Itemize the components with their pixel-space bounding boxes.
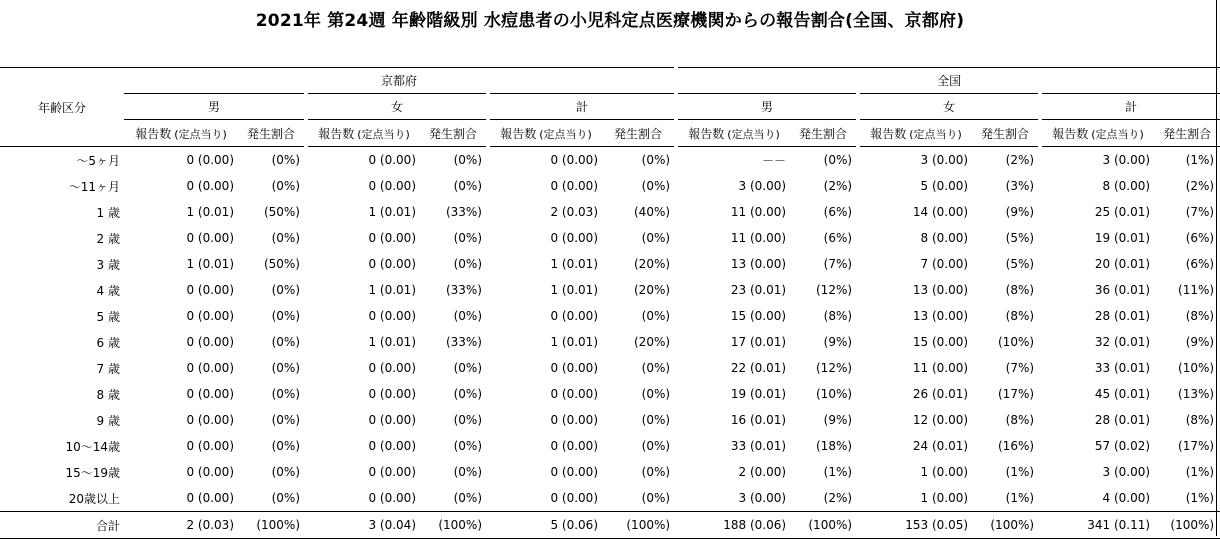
sex-header-kyoto-total: 計 xyxy=(488,94,676,120)
count-cell: 3 (0.04) xyxy=(306,512,420,539)
count-cell: 0 (0.00) xyxy=(368,465,416,479)
count-header xyxy=(676,120,790,147)
age-cell: 15～19歳 xyxy=(65,465,120,480)
count-cell: 0 (0.00) xyxy=(368,413,416,427)
count-cell: 45 (0.01) xyxy=(1094,387,1151,401)
sex-header-zenkoku-male: 男 xyxy=(676,94,858,120)
ratio-cell: (0%) xyxy=(271,413,300,427)
count-cell: 2 (0.03) xyxy=(124,512,238,539)
ratio-cell: (6%) xyxy=(823,231,853,245)
sex-header-kyoto-female: 女 xyxy=(306,94,488,120)
ratio-cell: (100%) xyxy=(238,512,306,539)
count-cell: 0 (0.00) xyxy=(368,179,416,193)
count-cell: 4 (0.00) xyxy=(1102,491,1151,505)
page-title: 2021年 第24週 年齢階級別 水痘患者の小児科定点医療機関からの報告割合(全国、京都府) xyxy=(255,11,965,31)
report-table xyxy=(0,67,1220,539)
count-cell: 28 (0.01) xyxy=(1094,309,1151,323)
count-header xyxy=(1040,120,1154,147)
ratio-cell: (2%) xyxy=(823,491,853,505)
age-header: 年齢区分 xyxy=(0,68,124,147)
ratio-cell: (0%) xyxy=(271,439,300,453)
ratio-cell: (9%) xyxy=(1005,205,1035,219)
ratio-cell: (0%) xyxy=(641,153,671,167)
count-label: 報告数 xyxy=(688,126,725,141)
table-row xyxy=(0,303,1220,329)
count-label: 報告数 xyxy=(135,126,172,141)
count-cell: 0 (0.00) xyxy=(550,439,598,453)
count-cell: 17 (0.01) xyxy=(730,335,787,349)
count-cell: 1 (0.01) xyxy=(368,205,416,219)
count-cell: 15 (0.00) xyxy=(730,309,787,323)
ratio-cell: (12%) xyxy=(816,361,853,375)
count-cell: 0 (0.00) xyxy=(186,153,234,167)
count-cell: 1 (0.01) xyxy=(550,257,598,271)
ratio-cell: (20%) xyxy=(634,283,671,297)
count-cell: 0 (0.00) xyxy=(368,439,416,453)
count-cell: 5 (0.06) xyxy=(488,512,602,539)
ratio-cell: (20%) xyxy=(634,257,671,271)
ratio-cell: (20%) xyxy=(634,335,671,349)
ratio-cell: (100%) xyxy=(1154,512,1220,539)
count-header xyxy=(306,120,420,147)
ratio-cell: (13%) xyxy=(1178,387,1215,401)
per-site-label: (定点当り) xyxy=(174,127,227,141)
count-cell: 2 (0.03) xyxy=(550,205,598,219)
ratio-cell: (0%) xyxy=(641,387,671,401)
age-cell: 6 歳 xyxy=(96,335,120,350)
ratio-cell: (16%) xyxy=(998,439,1035,453)
ratio-cell: (0%) xyxy=(453,439,482,453)
ratio-cell: (6%) xyxy=(1185,231,1215,245)
count-cell: 1 (0.01) xyxy=(550,335,598,349)
count-cell: 57 (0.02) xyxy=(1094,439,1151,453)
ratio-cell: (8%) xyxy=(1185,413,1215,427)
ratio-cell: (1%) xyxy=(1005,491,1035,505)
age-cell: 8 歳 xyxy=(96,387,120,402)
ratio-cell: (40%) xyxy=(634,205,671,219)
ratio-cell: (1%) xyxy=(1185,153,1215,167)
count-cell: 1 (0.01) xyxy=(550,283,598,297)
count-cell: 1 (0.00) xyxy=(920,491,969,505)
ratio-cell: (7%) xyxy=(1005,361,1035,375)
ratio-header: 発生割合 xyxy=(790,120,858,147)
count-cell: 0 (0.00) xyxy=(550,153,598,167)
ratio-cell: (1%) xyxy=(1185,465,1215,479)
count-cell: 25 (0.01) xyxy=(1094,205,1151,219)
table-row xyxy=(0,433,1220,459)
ratio-cell: (7%) xyxy=(823,257,853,271)
ratio-cell: (1%) xyxy=(823,465,853,479)
count-label: 報告数 xyxy=(1052,126,1089,141)
ratio-cell: (0%) xyxy=(641,413,671,427)
ratio-cell: (5%) xyxy=(1005,231,1035,245)
ratio-cell: (12%) xyxy=(816,283,853,297)
per-site-label: (定点当り) xyxy=(539,127,592,141)
sex-header-zenkoku-female: 女 xyxy=(858,94,1040,120)
ratio-cell: (0%) xyxy=(271,231,300,245)
count-cell: 0 (0.00) xyxy=(186,387,234,401)
ratio-cell: (7%) xyxy=(1185,205,1215,219)
count-cell: 5 (0.00) xyxy=(920,179,969,193)
count-cell: 11 (0.00) xyxy=(730,205,787,219)
ratio-cell: (33%) xyxy=(445,205,482,219)
count-cell: 0 (0.00) xyxy=(186,439,234,453)
count-cell: 19 (0.01) xyxy=(730,387,787,401)
ratio-cell: (0%) xyxy=(271,283,300,297)
count-cell: 3 (0.00) xyxy=(1102,465,1151,479)
count-cell: 3 (0.00) xyxy=(738,179,787,193)
age-cell: 20歳以上 xyxy=(68,491,120,506)
ratio-cell: (0%) xyxy=(271,387,300,401)
ratio-cell: (3%) xyxy=(1005,179,1035,193)
table-row xyxy=(0,277,1220,303)
ratio-cell: (33%) xyxy=(445,335,482,349)
count-cell: 1 (0.01) xyxy=(186,257,234,271)
table-row xyxy=(0,407,1220,433)
total-row xyxy=(0,512,1220,539)
ratio-cell: (100%) xyxy=(790,512,858,539)
table-row xyxy=(0,381,1220,407)
sex-header-kyoto-male: 男 xyxy=(124,94,306,120)
ratio-cell: (11%) xyxy=(1178,283,1215,297)
count-cell: 13 (0.00) xyxy=(730,257,787,271)
age-cell: 9 歳 xyxy=(96,413,120,428)
count-cell: 3 (0.00) xyxy=(738,491,787,505)
count-label: 報告数 xyxy=(500,126,537,141)
count-cell: －－ xyxy=(762,153,787,168)
table-row xyxy=(0,459,1220,485)
count-header xyxy=(488,120,602,147)
table-row xyxy=(0,251,1220,277)
ratio-cell: (0%) xyxy=(271,491,300,505)
count-cell: 0 (0.00) xyxy=(368,153,416,167)
ratio-cell: (9%) xyxy=(1185,335,1215,349)
count-cell: 341 (0.11) xyxy=(1040,512,1154,539)
count-cell: 1 (0.01) xyxy=(368,283,416,297)
count-cell: 11 (0.00) xyxy=(730,231,787,245)
count-cell: 1 (0.01) xyxy=(368,335,416,349)
ratio-cell: (0%) xyxy=(453,231,482,245)
ratio-cell: (0%) xyxy=(453,465,482,479)
count-cell: 0 (0.00) xyxy=(550,231,598,245)
ratio-cell: (0%) xyxy=(271,335,300,349)
count-cell: 13 (0.00) xyxy=(912,283,969,297)
ratio-cell: (0%) xyxy=(641,439,671,453)
count-cell: 33 (0.01) xyxy=(1094,361,1151,375)
table-row xyxy=(0,199,1220,225)
ratio-cell: (8%) xyxy=(1005,413,1035,427)
region-header-kyoto: 京都府 xyxy=(124,68,676,94)
count-cell: 3 (0.00) xyxy=(920,153,969,167)
ratio-header: 発生割合 xyxy=(1154,120,1220,147)
count-cell: 3 (0.00) xyxy=(1102,153,1151,167)
ratio-header: 発生割合 xyxy=(420,120,488,147)
age-cell: 1 歳 xyxy=(96,205,120,220)
ratio-cell: (0%) xyxy=(271,465,300,479)
count-cell: 23 (0.01) xyxy=(730,283,787,297)
ratio-cell: (0%) xyxy=(453,361,482,375)
ratio-cell: (0%) xyxy=(271,309,300,323)
ratio-cell: (0%) xyxy=(453,257,482,271)
ratio-cell: (0%) xyxy=(823,153,853,167)
ratio-cell: (1%) xyxy=(1185,491,1215,505)
table-row xyxy=(0,355,1220,381)
age-cell: 3 歳 xyxy=(96,257,120,272)
ratio-cell: (2%) xyxy=(1005,153,1035,167)
count-cell: 0 (0.00) xyxy=(186,465,234,479)
count-cell: 28 (0.01) xyxy=(1094,413,1151,427)
ratio-cell: (100%) xyxy=(420,512,488,539)
ratio-cell: (50%) xyxy=(263,205,300,219)
ratio-header: 発生割合 xyxy=(972,120,1040,147)
ratio-cell: (2%) xyxy=(823,179,853,193)
count-cell: 16 (0.01) xyxy=(730,413,787,427)
ratio-cell: (8%) xyxy=(823,309,853,323)
ratio-cell: (0%) xyxy=(453,387,482,401)
table-row xyxy=(0,329,1220,355)
count-cell: 11 (0.00) xyxy=(912,361,969,375)
count-label: 報告数 xyxy=(870,126,907,141)
ratio-cell: (0%) xyxy=(641,309,671,323)
age-cell: 4 歳 xyxy=(96,283,120,298)
ratio-cell: (33%) xyxy=(445,283,482,297)
ratio-cell: (0%) xyxy=(453,413,482,427)
ratio-cell: (18%) xyxy=(816,439,853,453)
ratio-cell: (6%) xyxy=(1185,257,1215,271)
ratio-cell: (8%) xyxy=(1005,309,1035,323)
ratio-cell: (0%) xyxy=(453,179,482,193)
count-cell: 188 (0.06) xyxy=(676,512,790,539)
ratio-cell: (100%) xyxy=(972,512,1040,539)
count-cell: 0 (0.00) xyxy=(186,179,234,193)
count-cell: 12 (0.00) xyxy=(912,413,969,427)
count-cell: 20 (0.01) xyxy=(1094,257,1151,271)
ratio-cell: (10%) xyxy=(1178,361,1215,375)
count-cell: 0 (0.00) xyxy=(550,465,598,479)
count-cell: 0 (0.00) xyxy=(368,257,416,271)
ratio-cell: (0%) xyxy=(271,179,300,193)
count-cell: 0 (0.00) xyxy=(368,491,416,505)
ratio-cell: (0%) xyxy=(453,309,482,323)
count-cell: 0 (0.00) xyxy=(186,309,234,323)
count-cell: 0 (0.00) xyxy=(550,387,598,401)
region-header-zenkoku: 全国 xyxy=(676,68,1220,94)
ratio-cell: (50%) xyxy=(263,257,300,271)
ratio-cell: (5%) xyxy=(1005,257,1035,271)
per-site-label: (定点当り) xyxy=(727,127,780,141)
ratio-cell: (6%) xyxy=(823,205,853,219)
count-cell: 0 (0.00) xyxy=(186,283,234,297)
count-cell: 0 (0.00) xyxy=(368,231,416,245)
count-cell: 0 (0.00) xyxy=(550,491,598,505)
count-cell: 0 (0.00) xyxy=(550,361,598,375)
count-cell: 33 (0.01) xyxy=(730,439,787,453)
ratio-cell: (2%) xyxy=(1185,179,1215,193)
count-cell: 0 (0.00) xyxy=(550,179,598,193)
age-cell: 合計 xyxy=(0,512,124,539)
count-cell: 0 (0.00) xyxy=(368,361,416,375)
count-cell: 15 (0.00) xyxy=(912,335,969,349)
ratio-cell: (0%) xyxy=(641,231,671,245)
count-cell: 0 (0.00) xyxy=(368,387,416,401)
count-cell: 32 (0.01) xyxy=(1094,335,1151,349)
count-header xyxy=(124,120,238,147)
count-cell: 0 (0.00) xyxy=(550,309,598,323)
age-cell: 2 歳 xyxy=(96,231,120,246)
ratio-cell: (9%) xyxy=(823,335,853,349)
per-site-label: (定点当り) xyxy=(1091,127,1144,141)
count-cell: 22 (0.01) xyxy=(730,361,787,375)
count-cell: 0 (0.00) xyxy=(186,231,234,245)
count-cell: 7 (0.00) xyxy=(920,257,969,271)
age-cell: ～11ヶ月 xyxy=(68,179,120,194)
count-cell: 13 (0.00) xyxy=(912,309,969,323)
count-cell: 2 (0.00) xyxy=(738,465,787,479)
ratio-cell: (17%) xyxy=(1178,439,1215,453)
count-label: 報告数 xyxy=(318,126,355,141)
ratio-cell: (0%) xyxy=(271,361,300,375)
ratio-cell: (9%) xyxy=(823,413,853,427)
count-cell: 26 (0.01) xyxy=(912,387,969,401)
count-cell: 8 (0.00) xyxy=(920,231,969,245)
count-cell: 8 (0.00) xyxy=(1102,179,1151,193)
ratio-cell: (0%) xyxy=(271,153,300,167)
sex-header-zenkoku-total: 計 xyxy=(1040,94,1220,120)
ratio-cell: (10%) xyxy=(998,335,1035,349)
age-cell: 7 歳 xyxy=(96,361,120,376)
age-cell: 10～14歳 xyxy=(65,439,120,454)
table-row xyxy=(0,147,1220,174)
count-cell: 24 (0.01) xyxy=(912,439,969,453)
ratio-cell: (100%) xyxy=(602,512,676,539)
count-header xyxy=(858,120,972,147)
count-cell: 0 (0.00) xyxy=(186,335,234,349)
count-cell: 0 (0.00) xyxy=(186,491,234,505)
count-cell: 1 (0.00) xyxy=(920,465,969,479)
ratio-cell: (0%) xyxy=(641,465,671,479)
per-site-label: (定点当り) xyxy=(357,127,410,141)
age-cell: 5 歳 xyxy=(96,309,120,324)
table-row xyxy=(0,485,1220,512)
count-cell: 0 (0.00) xyxy=(368,309,416,323)
ratio-cell: (0%) xyxy=(453,491,482,505)
ratio-cell: (17%) xyxy=(998,387,1035,401)
ratio-cell: (0%) xyxy=(641,491,671,505)
ratio-cell: (8%) xyxy=(1185,309,1215,323)
count-cell: 14 (0.00) xyxy=(912,205,969,219)
count-cell: 36 (0.01) xyxy=(1094,283,1151,297)
count-cell: 1 (0.01) xyxy=(186,205,234,219)
per-site-label: (定点当り) xyxy=(909,127,962,141)
ratio-cell: (0%) xyxy=(641,179,671,193)
ratio-cell: (0%) xyxy=(641,361,671,375)
count-cell: 0 (0.00) xyxy=(186,361,234,375)
ratio-header: 発生割合 xyxy=(602,120,676,147)
ratio-cell: (1%) xyxy=(1005,465,1035,479)
count-cell: 0 (0.00) xyxy=(550,413,598,427)
count-cell: 19 (0.01) xyxy=(1094,231,1151,245)
ratio-cell: (10%) xyxy=(816,387,853,401)
age-cell: ～5ヶ月 xyxy=(76,153,120,168)
count-cell: 153 (0.05) xyxy=(858,512,972,539)
ratio-header: 発生割合 xyxy=(238,120,306,147)
count-cell: 0 (0.00) xyxy=(186,413,234,427)
ratio-cell: (8%) xyxy=(1005,283,1035,297)
ratio-cell: (0%) xyxy=(453,153,482,167)
table-row xyxy=(0,225,1220,251)
table-row xyxy=(0,173,1220,199)
